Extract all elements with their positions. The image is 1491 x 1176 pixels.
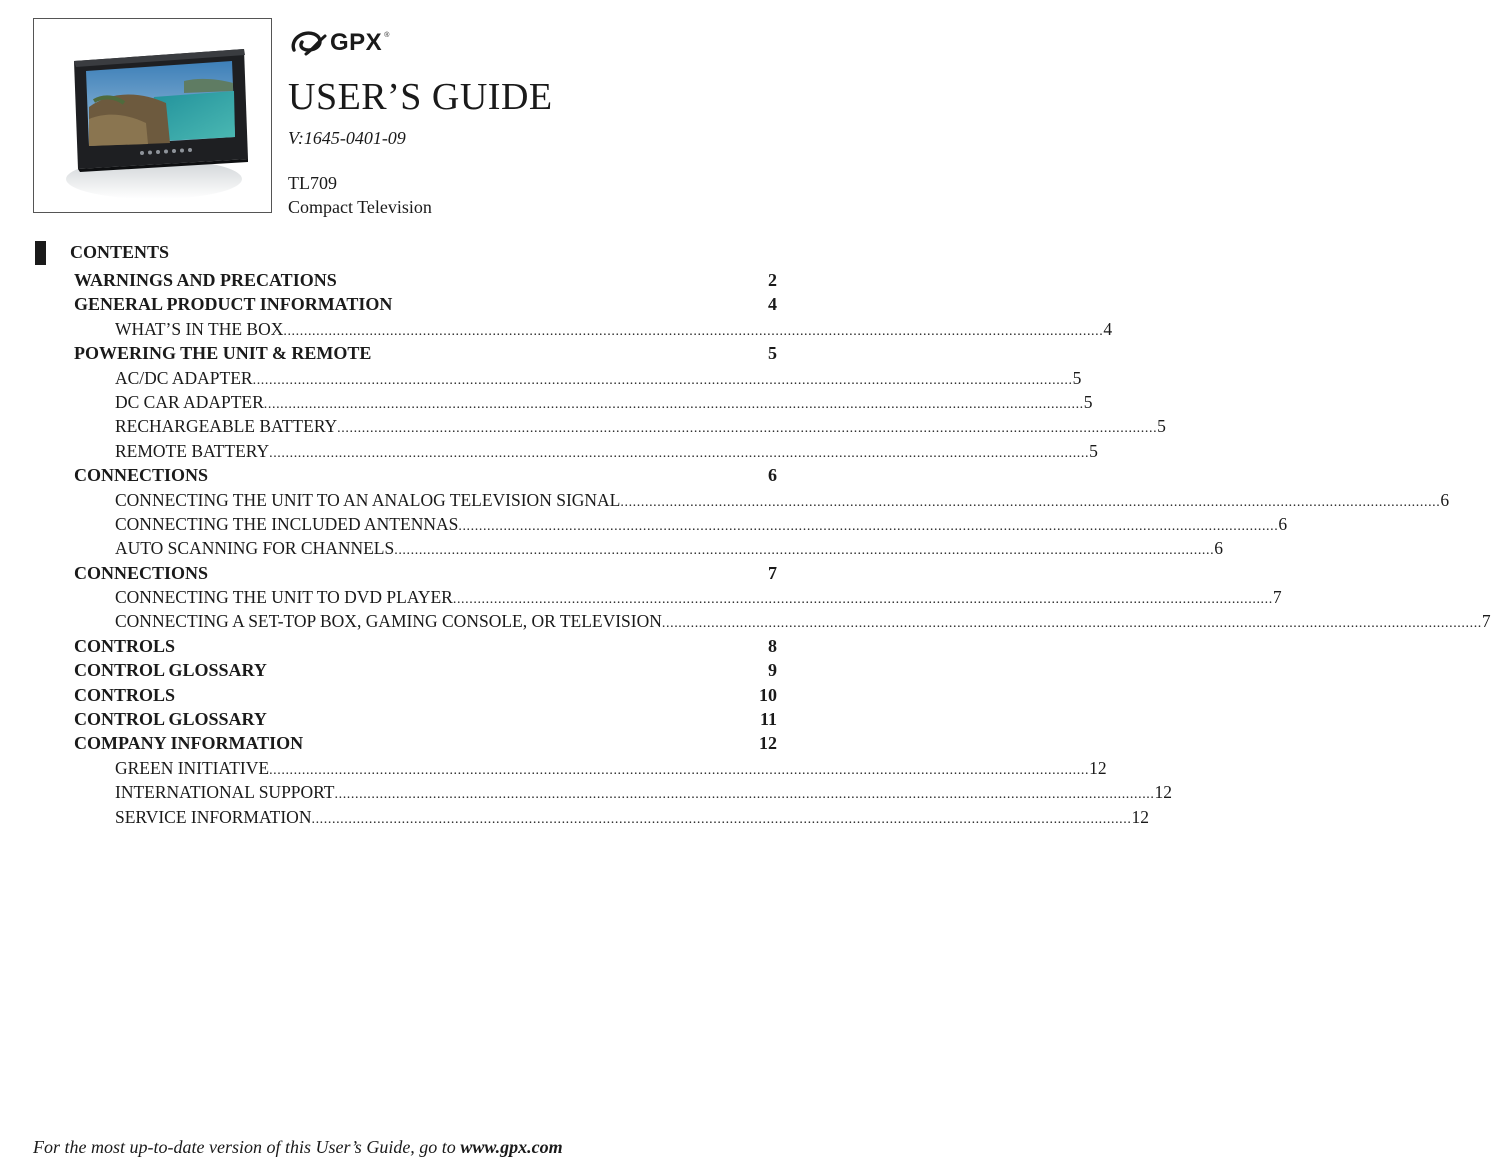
- toc-entry-title: CONNECTING THE UNIT TO DVD PLAYER: [115, 587, 453, 608]
- toc-page-number: 6: [768, 465, 777, 486]
- toc-entry-title: AC/DC ADAPTER: [115, 367, 253, 388]
- toc-entry-title: POWERING THE UNIT & REMOTE: [74, 343, 372, 364]
- toc-page-number: 12: [1131, 806, 1149, 827]
- toc-entry-title: WHAT’S IN THE BOX: [115, 318, 284, 339]
- toc-dot-leader: ........................................................................................................................................................................................................: [334, 787, 1155, 803]
- footer-note: [33, 1137, 563, 1158]
- product-subtitle: Compact Television: [288, 197, 432, 217]
- toc-subsection-entry[interactable]: [74, 585, 1282, 609]
- toc-page-number: 6: [1440, 489, 1450, 510]
- toc-section-entry[interactable]: [74, 561, 777, 585]
- toc-page-number: 8: [768, 635, 777, 656]
- toc-subsection-entry[interactable]: [74, 756, 1107, 780]
- toc-subsection-entry[interactable]: [74, 536, 1223, 560]
- toc-subsection-entry[interactable]: [74, 439, 1098, 463]
- toc-section-entry[interactable]: [74, 683, 777, 707]
- registered-mark: ®: [384, 32, 390, 39]
- model-number: TL709: [288, 173, 337, 193]
- toc-entry-title: CONTROLS: [74, 635, 176, 656]
- toc-dot-leader: ........................................................................................................................................................................................................: [337, 421, 1158, 437]
- toc-entry-title: DC CAR ADAPTER: [115, 391, 264, 412]
- toc-entry-title: CONNECTING A SET-TOP BOX, GAMING CONSOLE, OR TELEVISION: [115, 611, 662, 632]
- toc-subsection-entry[interactable]: [74, 414, 1166, 438]
- toc-subsection-entry[interactable]: [74, 390, 1093, 414]
- toc-subsection-entry[interactable]: [74, 780, 1172, 804]
- toc-page-number: 9: [768, 660, 777, 681]
- toc-dot-leader: ........................................................................................................................................................................................................: [458, 518, 1279, 534]
- toc-page-number: 5: [1157, 416, 1166, 437]
- logo-wordmark: GPX: [330, 29, 383, 56]
- toc-dot-leader: ........................................................................................................................................................................................................: [252, 372, 1073, 388]
- toc-page-number: 4: [1103, 318, 1113, 339]
- toc-entry-title: RECHARGEABLE BATTERY: [115, 416, 338, 437]
- toc-section-entry[interactable]: [74, 268, 777, 292]
- table-of-contents: [74, 268, 1491, 829]
- footer-text: For the most up-to-date version of this User’s Guide, go to: [33, 1137, 461, 1157]
- toc-page-number: 7: [1272, 587, 1282, 608]
- toc-page-number: 10: [759, 684, 777, 705]
- toc-entry-title: CONTROLS: [74, 684, 176, 705]
- toc-page-number: 5: [768, 343, 777, 364]
- toc-dot-leader: ........................................................................................................................................................................................................: [620, 494, 1441, 510]
- gpx-logo: [288, 26, 389, 60]
- toc-dot-leader: ........................................................................................................................................................................................................: [263, 396, 1084, 412]
- toc-page-number: 12: [1089, 757, 1107, 778]
- toc-section-entry[interactable]: [74, 634, 777, 658]
- toc-entry-title: GREEN INITIATIVE: [115, 757, 270, 778]
- toc-entry-title: WARNINGS AND PRECATIONS: [74, 270, 337, 290]
- toc-page-number: 2: [768, 270, 777, 290]
- document-version: V:1645-0401-09: [288, 128, 406, 148]
- section-marker: [35, 241, 46, 265]
- toc-entry-title: INTERNATIONAL SUPPORT: [115, 782, 335, 803]
- toc-entry-title: REMOTE BATTERY: [115, 440, 270, 461]
- toc-page-number: 12: [759, 733, 777, 754]
- website-link[interactable]: www.gpx.com: [460, 1137, 563, 1157]
- toc-entry-title: CONTROL GLOSSARY: [74, 660, 267, 681]
- toc-entry-title: CONNECTIONS: [74, 562, 209, 583]
- contents-heading: CONTENTS: [70, 242, 170, 262]
- portable-tv-photo: [34, 19, 271, 212]
- toc-entry-title: CONNECTING THE UNIT TO AN ANALOG TELEVISION SIGNAL: [115, 489, 621, 510]
- gpx-swirl-icon: [288, 28, 328, 58]
- toc-subsection-entry[interactable]: [74, 609, 1491, 633]
- toc-dot-leader: ........................................................................................................................................................................................................: [394, 543, 1215, 559]
- toc-entry-title: CONNECTIONS: [74, 465, 209, 486]
- toc-subsection-entry[interactable]: [74, 488, 1450, 512]
- toc-page-number: 5: [1089, 440, 1098, 461]
- toc-section-entry[interactable]: [74, 463, 777, 487]
- toc-entry-title: AUTO SCANNING FOR CHANNELS: [115, 538, 395, 559]
- toc-subsection-entry[interactable]: [74, 805, 1149, 829]
- toc-dot-leader: ........................................................................................................................................................................................................: [269, 445, 1090, 461]
- toc-dot-leader: ........................................................................................................................................................................................................: [452, 592, 1273, 608]
- toc-entry-title: GENERAL PRODUCT INFORMATION: [74, 294, 393, 315]
- toc-entry-title: COMPANY INFORMATION: [74, 733, 304, 754]
- toc-section-entry[interactable]: [74, 292, 777, 316]
- toc-page-number: 5: [1072, 367, 1082, 388]
- toc-page-number: 6: [1278, 513, 1288, 534]
- toc-subsection-entry[interactable]: [74, 512, 1288, 536]
- toc-page-number: 5: [1083, 391, 1093, 412]
- document-title: USER’S GUIDE: [288, 76, 553, 118]
- toc-entry-title: CONTROL GLOSSARY: [74, 709, 267, 730]
- toc-page-number: 11: [759, 709, 777, 730]
- toc-page-number: 12: [1154, 782, 1172, 803]
- toc-page-number: 4: [768, 294, 777, 315]
- toc-page-number: 7: [768, 562, 777, 583]
- toc-dot-leader: ........................................................................................................................................................................................................: [661, 616, 1482, 632]
- toc-section-entry[interactable]: [74, 341, 777, 365]
- toc-subsection-entry[interactable]: [74, 366, 1082, 390]
- toc-dot-leader: ........................................................................................................................................................................................................: [283, 323, 1104, 339]
- toc-entry-title: SERVICE INFORMATION: [115, 806, 312, 827]
- toc-dot-leader: ........................................................................................................................................................................................................: [269, 762, 1090, 778]
- toc-section-entry[interactable]: [74, 707, 777, 731]
- toc-section-entry[interactable]: [74, 658, 777, 682]
- product-image: [33, 18, 272, 213]
- toc-subsection-entry[interactable]: [74, 317, 1113, 341]
- toc-entry-title: CONNECTING THE INCLUDED ANTENNAS: [115, 513, 459, 534]
- toc-page-number: 6: [1214, 538, 1223, 559]
- toc-section-entry[interactable]: [74, 731, 777, 755]
- toc-page-number: 7: [1481, 611, 1491, 632]
- toc-dot-leader: ........................................................................................................................................................................................................: [311, 811, 1132, 827]
